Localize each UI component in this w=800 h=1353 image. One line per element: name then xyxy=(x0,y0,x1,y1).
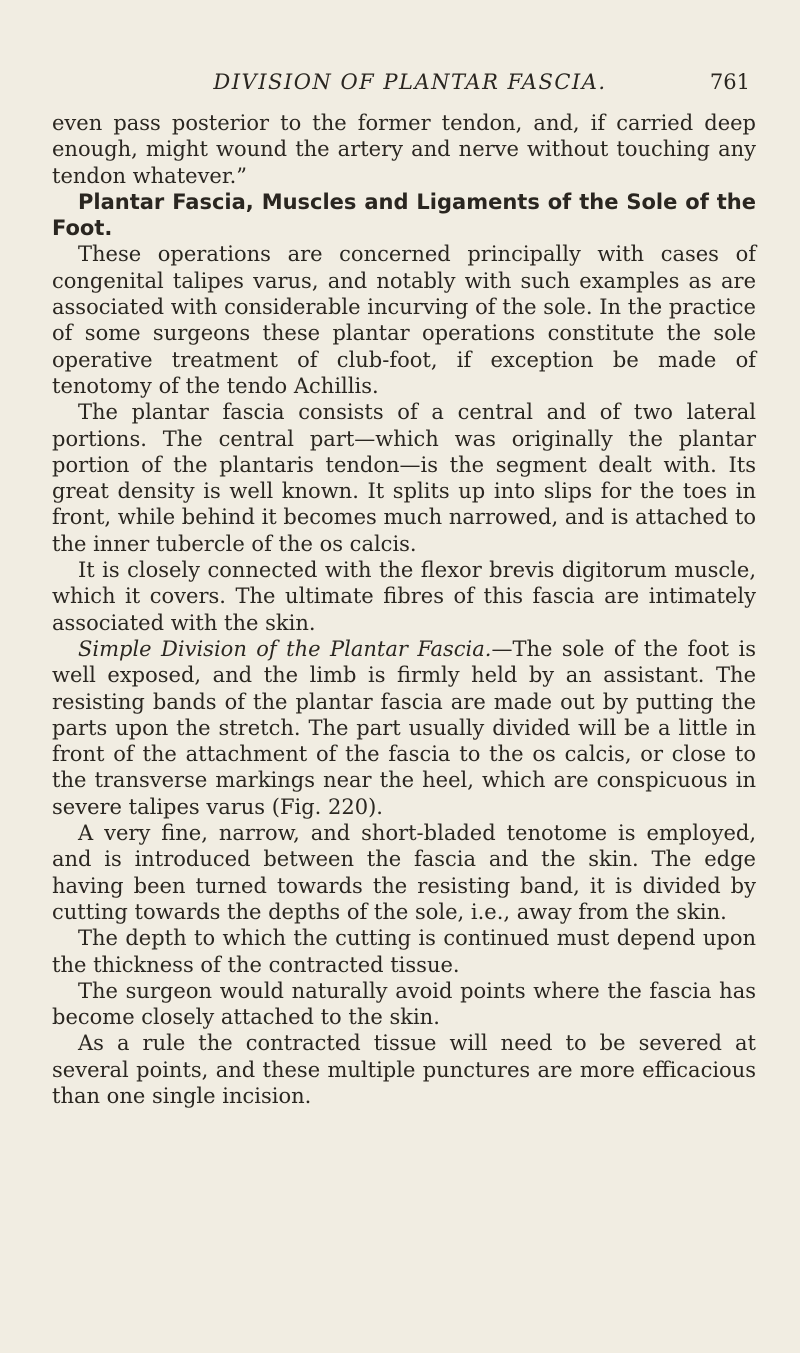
subsection-title: Simple Division of the Plantar Fascia. xyxy=(78,636,492,661)
section-heading: Plantar Fascia, Muscles and Ligaments of the Sole of the Foot. xyxy=(52,189,756,241)
paragraph: These operations are concerned principally with cases of congenital talipes varus, and notably with such examples as are associated with considerable incurving of the sole. In the practice of some surgeons these plantar operations constitute the sole operative treatment of club-foot, if exception be made of tenotomy of the tendo Achillis. xyxy=(52,242,756,398)
paragraph-with-subtitle xyxy=(52,636,756,820)
running-title: DIVISION OF PLANTAR FASCIA. xyxy=(213,70,607,94)
page-body xyxy=(52,110,756,1109)
paragraph: It is closely connected with the flexor brevis digitorum muscle, which it covers. The ultimate fibres of this fascia are intimately associated with the skin. xyxy=(52,558,756,635)
paragraph: As a rule the contracted tissue will need to be severed at several points, and these multiple punctures are more efficacious than one single incision. xyxy=(52,1031,756,1108)
page-number: 761 xyxy=(709,70,750,94)
paragraph: The plantar fascia consists of a central and of two lateral portions. The central part—which was originally the plantar portion of the plantaris tendon—is the segment dealt with. Its great density is well known. It splits up into slips for the toes in front, while behind it becomes much narrowed, and is attached to the inner tubercle of the os calcis. xyxy=(52,400,756,556)
paragraph: The surgeon would naturally avoid points where the fascia has become closely attached to the skin. xyxy=(52,978,756,1030)
paragraph: The depth to which the cutting is continued must depend upon the thickness of the contracted tissue. xyxy=(52,926,756,977)
page-header xyxy=(150,70,750,100)
paragraph-continuation: even pass posterior to the former tendon, and, if carried deep enough, might wound the artery and nerve without touching any tendon whatever.” xyxy=(52,111,756,188)
paragraph: A very fine, narrow, and short-bladed tenotome is employed, and is introduced between the fascia and the skin. The edge having been turned towards the resisting band, it is divided by cutting towards the depths of the sole, i.e., away from the skin. xyxy=(52,821,756,924)
subsection-text: —The sole of the foot is well exposed, and the limb is firmly held by an assistant. The resisting bands of the plantar fascia are made out by putting the parts upon the stretch. The part usually divided will be a little in front of the attachment of the fascia to the os calcis, or close to the transverse markings near the heel, which are conspicuous in severe talipes varus (Fig. 220). xyxy=(52,636,756,819)
